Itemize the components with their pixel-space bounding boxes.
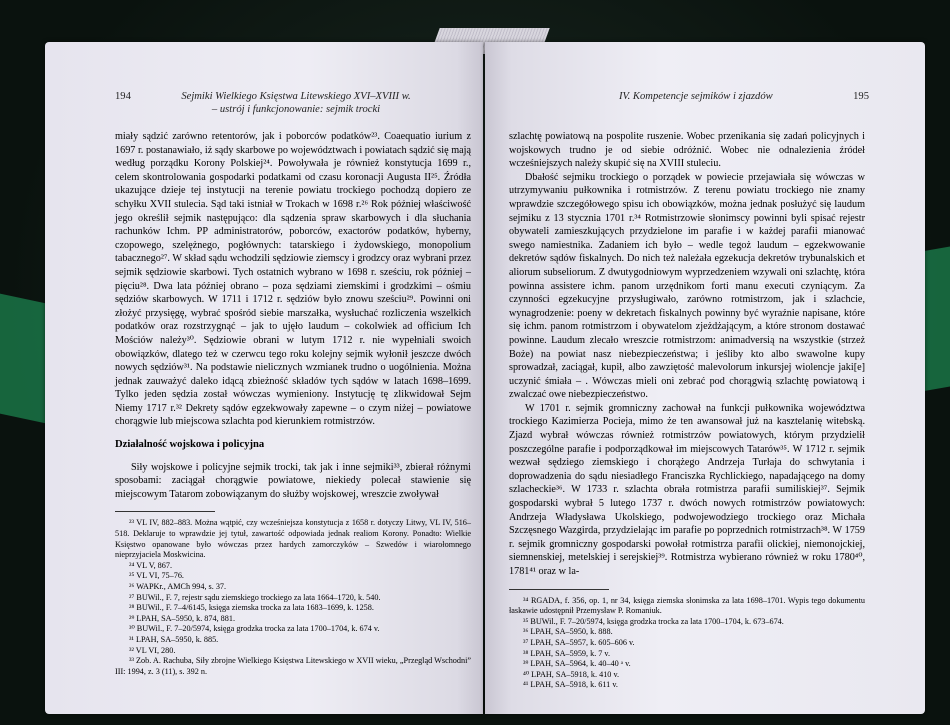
footnote: ³⁶ LPAH, SA–5950, k. 888. bbox=[523, 627, 613, 637]
footnote: ³⁰ BUWil., F. 7–20/5974, księga grodzka trocka za lata 1700–1704, k. 674 v. bbox=[129, 624, 380, 634]
footnote: ²⁶ WAPKr., AMCh 994, s. 37. bbox=[129, 582, 227, 591]
left-running-head bbox=[115, 90, 475, 116]
footnote: ²⁵ VL VI, 75–76. bbox=[129, 571, 184, 581]
footnote: ²³ VL IV, 882–883. Można wątpić, czy wcześniejsza konstytucja z 1658 r. dotyczy Litwy, VL IV, 516–518. Deklaruje to wprawdzie jej tytuł, zawartość odpowiada jednak realiom Korony. Ponadto: Wielkie Księstwo opanowane było wówczas przez hardych zamorczyków – Szwedów i wiarołomnego nieprzyjaciela Moskwicina. bbox=[115, 518, 471, 560]
right-head-title: IV. Kompetencje sejmików i zjazdów bbox=[619, 91, 773, 102]
footnote: ³⁹ LPAH, SA–5964, k. 40–40 ᵃ v. bbox=[523, 659, 631, 669]
footnote: ²⁸ BUWil., F. 7–4/6145, księga ziemska trocka za lata 1683–1699, k. 1258. bbox=[129, 603, 374, 613]
right-page-number: 195 bbox=[853, 91, 869, 102]
left-head-title: Sejmiki Wielkiego Księstwa Litewskiego XVI–XVIII w. – ustrój i funkcjonowanie: sejmik trocki bbox=[181, 91, 411, 115]
section-heading: Działalność wojskowa i policyjna bbox=[115, 439, 265, 451]
footnote: ³⁸ LPAH, SA–5959, k. 7 v. bbox=[523, 648, 611, 658]
left-paragraph-after-heading: Siły wojskowe i policyjne sejmik trocki, tak jak i inne sejmiki³³, zbierał różnymi sposobami: zaciągał chorągwie powiatowe, niekiedy polecał stawienie się miejscowym Tatarom zobowiązanym do służby wojskowej, wreszcie zwoływał bbox=[115, 461, 471, 500]
footnote: ³¹ LPAH, SA–5950, k. 885. bbox=[129, 634, 219, 644]
footnote: ⁴¹ LPAH, SA–5918, k. 611 v. bbox=[523, 680, 618, 690]
right-running-head bbox=[509, 90, 869, 103]
right-body bbox=[509, 130, 865, 691]
footnote: ³⁵ BUWil., F. 7–20/5974, księga grodzka trocka za lata 1700–1704, k. 673–674. bbox=[523, 616, 784, 626]
right-paragraph: Dbałość sejmiku trockiego o porządek w powiecie przejawiała się wówczas w utrzymywaniu pułkownika i rotmistrzów. Z terenu powiatu trockiego nie znamy wprawdzie szczegółowego spisu ich obowiązków, można jednak posłużyć się laudum sejmiku z 13 stycznia 1701 r.³⁴ Rotmistrzowie słonimscy powinni byli spisać rejestr obywateli zamieszkujących przydzielone im parafie i w każdej parafii mianować swego namiestnika. Zadaniem ich było – wedle tegoż laudum – egzekwowanie dekretów sądów fiskalnych. Do nich też należała egzekucja dekretów trybunalskich et aliorum subseliorum. Z dwutygodniowym wyprzedzeniem wzywali oni szlachtę, która powinna assistere ichm. panom urzędnikom forti manu executi czyniącym. Za czynności egzekucyjne przysługiwało, zarówno rotmistrzom, jak i szlachcie, wynagrodzenie: poeny w dekretach fiskalnych powinny być wyraźnie napisane, które się ichm. panom rotmistrzom i obywatelom zjeżdżającym, a które stronom dostawać powinne. Laudum zlecało wreszcie rotmistrzom: animadversią na wszystkie (strzeż Boże) na powiat nasz niebezpieczeństwa; i jeśliby kto albo swawolne kupy sprowadzał, zaciągał, kupił, albo zawziętość malevolorum inkursjej wiolencje jaki[e] uczynić śmiała – . Wówczas mieli oni zebrać pod chorągwią szlachtę powiatową i zwalczać owe niebezpieczeństwo. bbox=[509, 171, 865, 401]
left-body bbox=[115, 130, 471, 677]
footnote-rule bbox=[115, 511, 215, 512]
footnote: ²⁷ BUWil., F. 7, rejestr sądu ziemskiego trockiego za lata 1664–1720, k. 540. bbox=[129, 592, 381, 602]
footnote: ²⁹ LPAH, SA–5950, k. 874, 881. bbox=[129, 613, 235, 623]
right-paragraph: szlachtę powiatową na pospolite ruszenie. Wobec przenikania się zadań policyjnych i wojskowych trudno je od siebie odróżnić. Wobec nie odnalezienia źródeł wcześniejszych należy skupić się na XVIII stuleciu. bbox=[509, 131, 865, 170]
footnote: ³² VL VI, 280. bbox=[129, 645, 176, 655]
right-footnotes bbox=[509, 596, 865, 691]
footnote: ²⁴ VL V, 867. bbox=[129, 560, 172, 570]
left-paragraph: miały sądzić zarówno retentorów, jak i poborców podatków²³. Coaequatio iurium z 1697 r. postanawiało, iż sądy skarbowe po województwach i powiatach sądzić się mają według porządku Korony Polskiej²⁴. Powoływała je również konstytucja 1699 r., celem skontrolowania gospodarki podatkami od czasu koronacji Augusta II²⁵. Źródła ukazujące dzieje tej instytucji na terenie powiatu trockiego pochodzą dopiero ze schyłku XVII stulecia. Sąd taki istniał w Trokach w 1698 r.²⁶ Rok później właściwość jego określił sejmik następująco: dla sądzenia spraw skarbowych i dla słuchania rachunków Ichm. PP administratorów, poborców, exactorów podatków, hyberny, czopowego, szelężnego, pogłównych: tatarskiego i żydowskiego, monopolium tabacznego²⁷. W skład sądu wchodzili sędziowie ziemscy i grodzcy oraz wybrani przez sejmik sędziowie skarbowi. Tych ostatnich wybrano w 1698 r. sześciu, rok później – pięciu²⁸. Dwa lata później obrano – poza sędziami ziemskimi i grodzkimi – ośmiu sędziów skarbowych. W 1711 i 1712 r. sędziów było znowu sześciu²⁹. Powinni oni złożyć przysięgę, wybrać spośród siebie marszałka, wysłuchać rozliczenia wszelkich podatków oraz rozstrzygnąć – jak to ujęło laudum – cokolwiek ad officium Ich Mościów należy³⁰. Sędziowie obrani w lutym 1712 r. nie wypełniali swoich obowiązków, dlatego też w czerwcu tego roku kolejny sejmik wyłonił jeszcze dwóch nowych sędziów³¹. Na podstawie nielicznych wzmianek trudno o uogólnienia. Można jednak zauważyć daleko idącą zbieżność składów tych sądów w latach 1698–1699. Tylko jeden sędzia został wówczas wymieniony. Instytucję tę zlikwidował Sejm Niemy 1717 r.³² Dekrety sądów egzekwowały zapewne – o czym niżej – powiatowe chorągwie lub miejscowa szlachta pod kierunkiem rotmistrzów. bbox=[115, 131, 471, 428]
footnote: ³⁴ RGADA, f. 356, op. 1, nr 34, księga ziemska słonimska za lata 1698–1701. Wypis tego dokumentu łaskawie udostępnił Przemysław P. Romaniuk. bbox=[509, 595, 865, 616]
footnote: ³⁷ LPAH, SA–5957, k. 605–606 v. bbox=[523, 637, 635, 647]
footnote-rule bbox=[509, 589, 609, 590]
left-page-number: 194 bbox=[115, 91, 131, 102]
right-page bbox=[485, 42, 925, 714]
footnote: ³³ Zob. A. Rachuba, Siły zbrojne Wielkiego Księstwa Litewskiego w XVII wieku, „Przegląd Wschodni” III: 1994, z. 3 (11), s. 392 n. bbox=[115, 656, 471, 676]
left-page bbox=[45, 42, 483, 714]
right-paragraph: W 1701 r. sejmik gromniczny zachował na funkcji pułkownika województwa trockiego Kazimierza Pocieja, mimo że ten awansował już na kasztelanię witebską. Zjazd wybrał wówczas również rotmistrzów powiatowych, którym przydzielił poszczególne parafie i podporządkował im miejscowych Tatarów³⁵. W 1712 r. sejmik wezwał sędziego ziemskiego i chorążego Andrzeja Turłaja do schwytania i doprowadzenia do sądu niesiadłego Franciszka Rychlickiego, napadającego na domy szlacheckie³⁶. W 1733 r. szlachta obrała rotmistrza parafii sumiliskiej³⁷. Sejmik gospodarski wybrał 5 lutego 1737 r. dwóch nowych rotmistrzów powiatowych: Andrzeja Władysława Ukolskiego, podwojewodziego trockiego oraz Michała Szczęsnego Wazgirda, przydzielając im parafie po poprzednich rotmistrzach³⁸. W 1759 r. sejmik gromniczny gospodarski powołał rotmistrza parafii olickiej, niemonojckiej, siemnenskiej, metelskiej i serejskiej³⁹. Rotmistrza wybierano również w roku 1780⁴⁰, 1781⁴¹ oraz w la- bbox=[509, 402, 865, 577]
open-book bbox=[45, 28, 925, 718]
footnote: ⁴⁰ LPAH, SA–5918, k. 410 v. bbox=[523, 669, 620, 679]
left-footnotes bbox=[115, 518, 471, 677]
